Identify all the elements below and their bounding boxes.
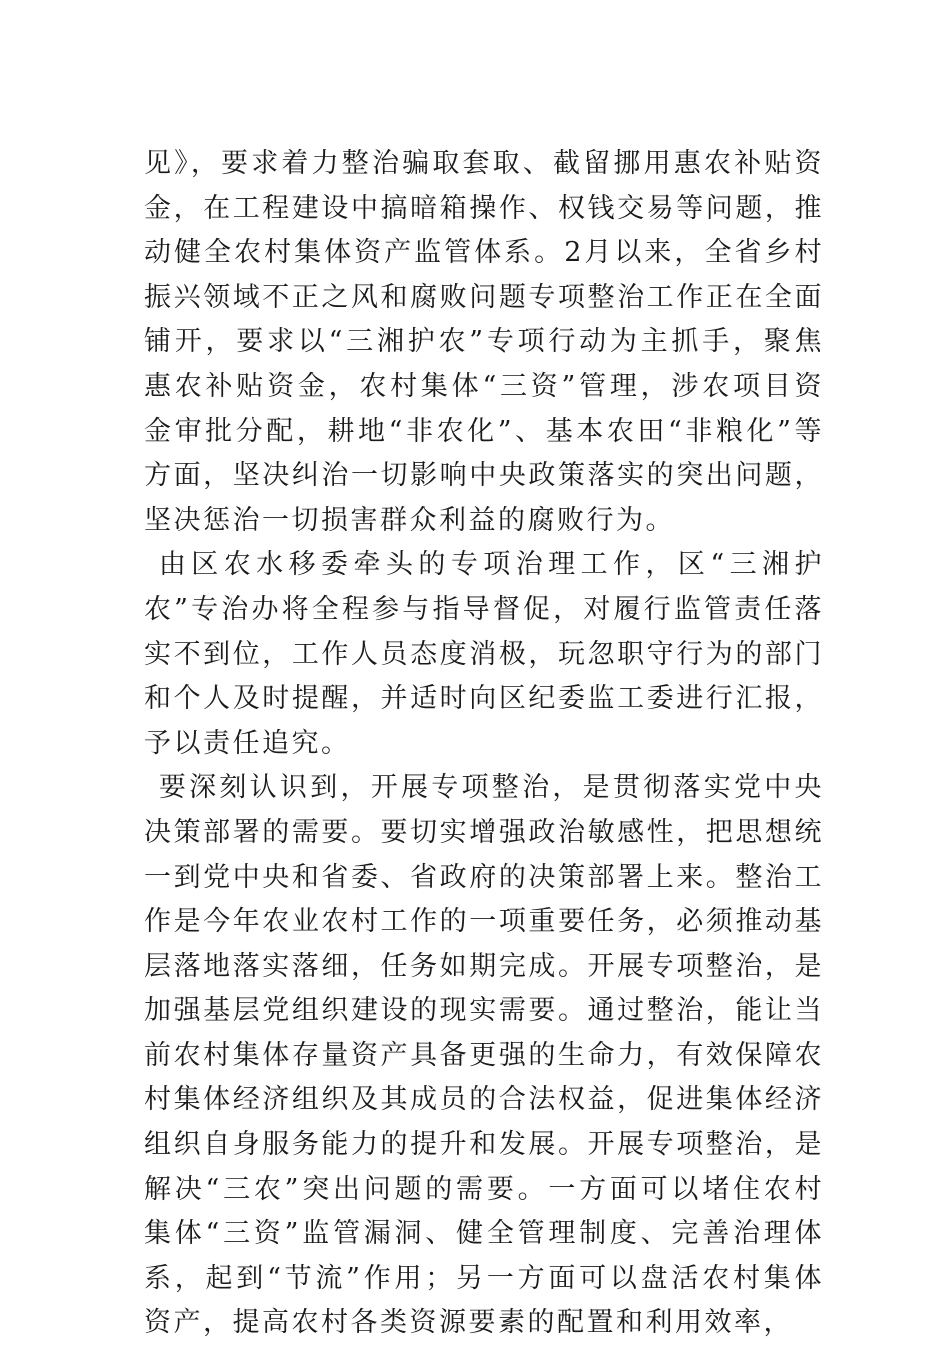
document-body	[144, 142, 824, 1346]
paragraph-2: 由区农水移委牵头的专项治理工作，区“三湘护农”专治办将全程参与指导督促，对履行监管责任落实不到位，工作人员态度消极，玩忽职守行为的部门和个人及时提醒，并适时向区纪委监工委进行汇报，予以责任追究。	[144, 549, 824, 759]
paragraph-3: 要深刻认识到，开展专项整治，是贯彻落实党中央决策部署的需要。要切实增强政治敏感性，把思想统一到党中央和省委、省政府的决策部署上来。整治工作是今年农业农村工作的一项重要任务，必须推动基层落地落实落细，任务如期完成。开展专项整治，是加强基层党组织建设的现实需要。通过整治，能让当前农村集体存量资产具备更强的生命力，有效保障农村集体经济组织及其成员的合法权益，促进集体经济组织自身服务能力的提升和发展。开展专项整治，是解决“三农”突出问题的需要。一方面可以堵住农村集体“三资”监管漏洞、健全管理制度、完善治理体系，起到“节流”作用；另一方面可以盘活农村集体资产，提高农村各类资源要素的配置和利用效率，	[144, 772, 824, 1339]
paragraph-1: 见》，要求着力整治骗取套取、截留挪用惠农补贴资金，在工程建设中搞暗箱操作、权钱交易等问题，推动健全农村集体资产监管体系。2月以来，全省乡村振兴领域不正之风和腐败问题专项整治工作正在全面铺开，要求以“三湘护农”专项行动为主抓手，聚焦惠农补贴资金，农村集体“三资”管理，涉农项目资金审批分配，耕地“非农化”、基本农田“非粮化”等方面，坚决纠治一切影响中央政策落实的突出问题，坚决惩治一切损害群众利益的腐败行为。	[144, 148, 824, 536]
